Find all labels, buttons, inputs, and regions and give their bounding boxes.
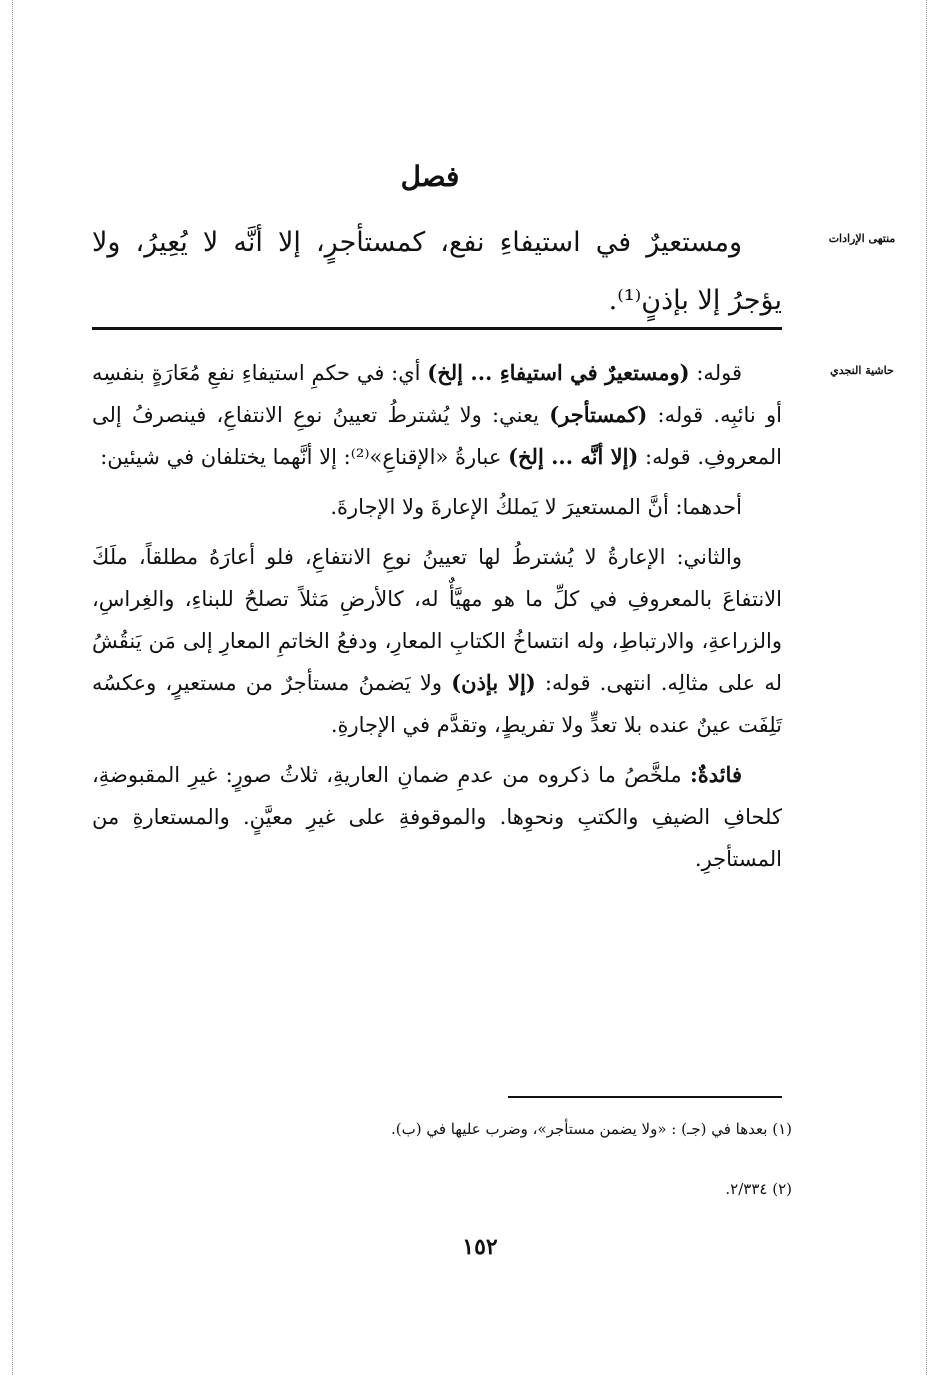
text-run: ملخَّصُ ما ذكروه من عدمِ ضمانِ العاريةِ، ثلاثُ صورٍ: غيرِ المقبوضةِ، كلحافِ الضيفِ والكتبِ ونحوِها. والموقوفةِ على غيرِ معيَّنٍ. والمستعارةِ من المستأجرِ. [92,763,782,871]
footnote-separator-rule [508,1096,782,1098]
text-run: أي: في حكمِ استيفاءِ نفعِ مُعَارَةٍ بنفسِه أو نائبِه. قوله: [92,361,782,427]
footnote-1: (١) بعدها في (جـ) : «ولا يضمن مستأجر»، وضرب عليها في (ب). [391,1120,792,1138]
page-number: ١٥٢ [462,1234,498,1260]
quoted-phrase: (إلا بإذن) [451,670,536,695]
scan-margin-line-right [926,0,927,1375]
footnotes-block [92,1118,792,1238]
hashiya-paragraph-3 [92,536,782,746]
section-title: فصل [400,160,460,193]
text-run: عبارةُ «الإقناعِ»⁽²⁾: إلا أنَّهما يختلفان في شيئين: [100,445,509,469]
hashiya-paragraph-4 [92,754,782,880]
hashiya-paragraph-1 [92,352,782,478]
faida-label: فائدةٌ: [689,762,742,787]
matn-separator-rule [92,327,782,330]
matn-paragraph: ومستعيرٌ في استيفاءِ نفع، كمستأجرٍ، إلا أنَّه لا يُعِيرُ، ولا يؤجرُ إلا بإذنٍ⁽¹⁾. [92,227,782,316]
hashiya-text-block [92,352,782,888]
matn-text-block [92,214,782,330]
side-label-matn: منتهى الإرادات [828,232,896,245]
text-run: قوله: [689,361,742,385]
side-label-hashiya: حاشية النجدي [830,364,894,377]
text-run: يعني: ولا يُشترطُ تعيينُ نوعِ الانتفاعِ، فينصرفُ إلى المعروفِ. قوله: [92,403,782,469]
footnote-2: (٢) ٢/٣٣٤. [725,1180,792,1198]
quoted-phrase: (كمستأجر) [549,402,648,427]
text-run: والثاني: الإعارةُ لا يُشترطُ لها تعيينُ نوعِ الانتفاعِ، فلو أعارَهُ مطلقاً، ملَكَ الانتفاعَ بالمعروفِ في كلِّ ما هو مهيَّأٌ له، كالأرضِ مَثلاً تصلحُ للبناءِ، والغِراسِ، والزراعةِ، والارتباطِ، وله انتساخُ الكتابِ المعارِ، ودفعُ الخاتمِ المعارِ إلى مَن يَنقُشُ له على مثالِه. انتهى. قوله: [92,545,782,695]
quoted-phrase: (ومستعيرٌ في استيفاءِ ... إلخ) [427,360,690,385]
text-run: ولا يَضمنُ مستأجرٌ من مستعيرٍ، وعكسُه تَلِفَت عينٌ عنده بلا تعدٍّ ولا تفريطٍ، وتقدَّم في الإجارةِ. [92,671,782,737]
quoted-phrase: (إلا أنَّه ... إلخ) [508,444,639,469]
scan-margin-line-left [12,0,13,1375]
hashiya-paragraph-2: أحدهما: أنَّ المستعيرَ لا يَملكُ الإعارةَ ولا الإجارةَ. [330,495,742,519]
